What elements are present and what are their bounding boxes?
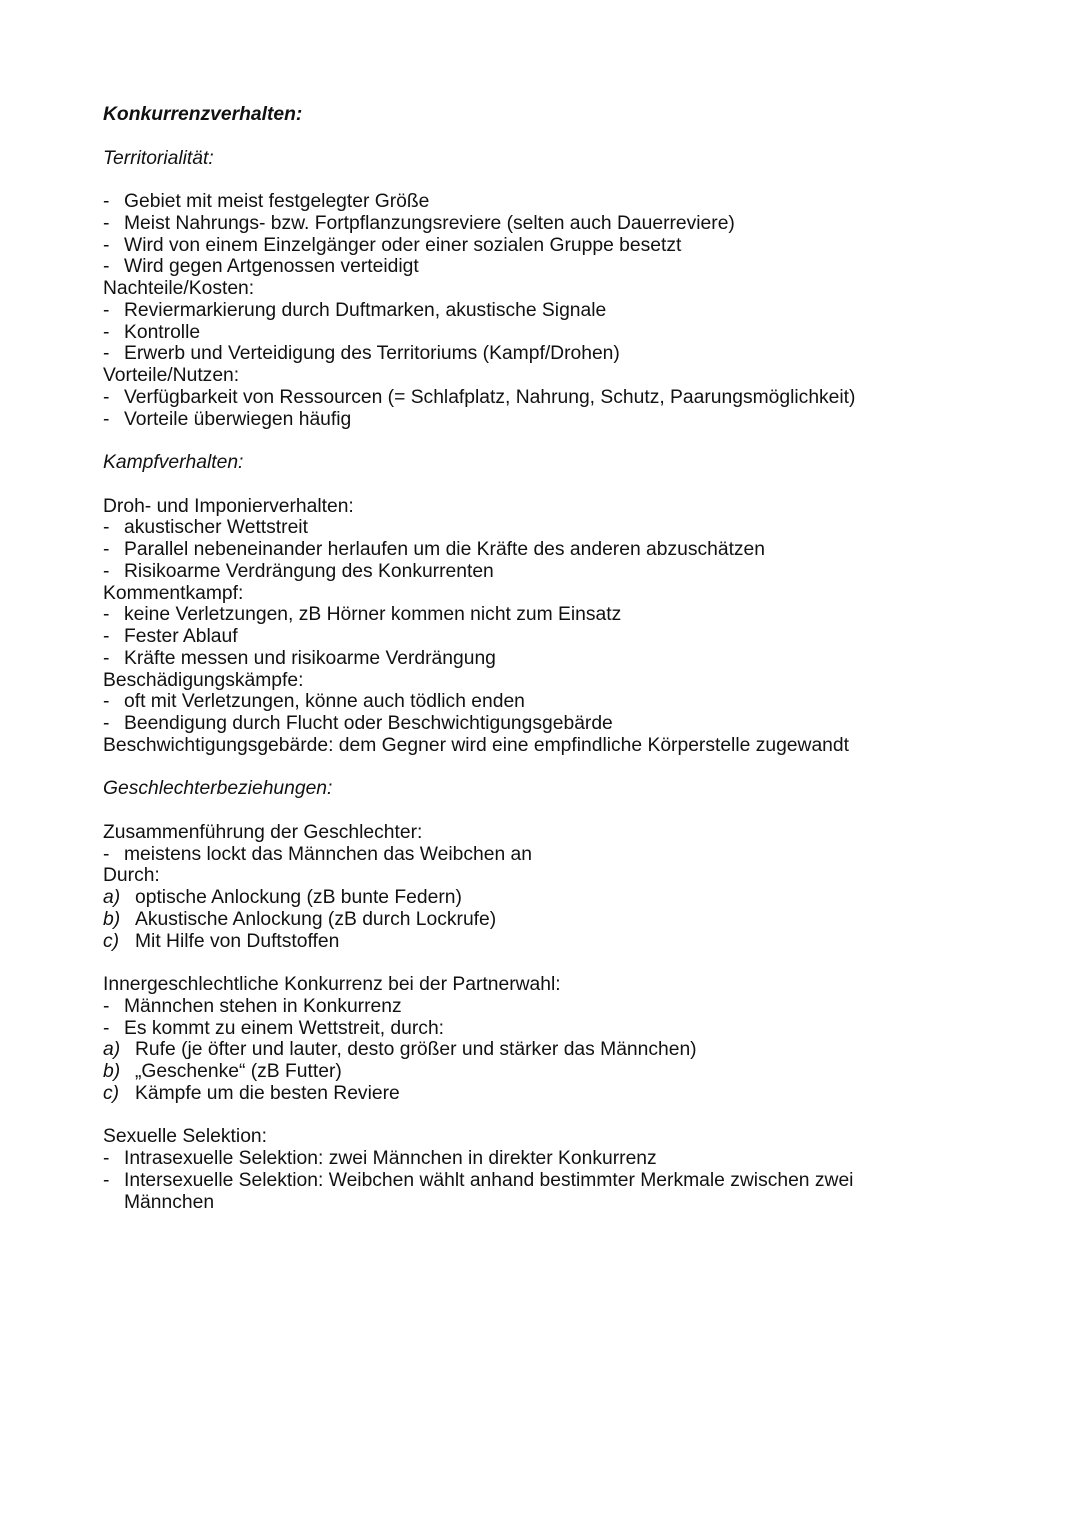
list-item-text: Wird gegen Artgenossen verteidigt	[124, 256, 419, 278]
bullet-dash: -	[103, 343, 110, 365]
list-item	[103, 256, 983, 278]
bullet-dash: -	[103, 843, 110, 865]
list-item-text: Kontrolle	[124, 321, 201, 343]
blank-line	[103, 474, 983, 496]
bullet-dash: -	[103, 1148, 110, 1169]
blank-line	[103, 800, 983, 822]
bullet-dash: -	[103, 234, 110, 256]
bullet-dash: -	[103, 691, 110, 713]
list-item-text: Risikoarme Verdrängung des Konkurrenten	[124, 560, 494, 582]
bullet-dash: -	[103, 647, 110, 669]
list-item-text: Reviermarkierung durch Duftmarken, akustische Signale	[124, 299, 607, 321]
list-item-text: Erwerb und Verteidigung des Territoriums (Kampf/Drohen)	[124, 343, 620, 365]
list-item	[103, 1148, 983, 1170]
text-line: Innergeschlechtliche Konkurrenz bei der Partnerwahl:	[103, 974, 561, 995]
text-line: Durch:	[103, 865, 160, 887]
bullet-dash: -	[103, 604, 110, 626]
bullet-dash: -	[103, 626, 110, 647]
bullet-dash: -	[103, 1017, 110, 1039]
blank-line	[103, 952, 983, 974]
bullet-dash: -	[103, 560, 110, 582]
section-heading: Geschlechterbeziehungen:	[103, 778, 333, 800]
list-item-text: Gebiet mit meist festgelegter Größe	[124, 191, 430, 212]
bullet-dash: -	[103, 539, 110, 560]
list-item	[103, 191, 983, 213]
list-item-text: Vorteile überwiegen häufig	[124, 408, 352, 430]
list-item	[103, 996, 983, 1018]
list-item-text: Kämpfe um die besten Reviere	[135, 1082, 400, 1104]
bullet-dash: -	[103, 212, 110, 234]
list-item-text: Beendigung durch Flucht oder Beschwichtigungsgebärde	[124, 713, 613, 734]
list-item	[103, 517, 983, 539]
list-letter: c)	[103, 1082, 120, 1104]
list-item-text: Intrasexuelle Selektion: zwei Männchen in direkter Konkurrenz	[124, 1148, 657, 1169]
list-item-text: Parallel nebeneinander herlaufen um die Kräfte des anderen abzuschätzen	[124, 539, 766, 560]
bullet-dash: -	[103, 995, 110, 1017]
bullet-dash: -	[103, 299, 110, 321]
text-line: Beschädigungskämpfe:	[103, 669, 304, 691]
section-heading: Territorialität:	[103, 147, 214, 169]
list-letter: b)	[103, 1061, 121, 1082]
list-item	[103, 343, 983, 365]
blank-line	[103, 757, 983, 779]
list-item-text: Es kommt zu einem Wettstreit, durch:	[124, 1017, 445, 1039]
list-item-text: Akustische Anlockung (zB durch Lockrufe)	[135, 908, 497, 930]
bullet-dash: -	[103, 713, 110, 734]
list-item-text: Männchen	[124, 1191, 215, 1213]
list-item	[103, 1061, 983, 1083]
list-item-text: „Geschenke“ (zB Futter)	[135, 1061, 342, 1082]
list-item	[103, 213, 983, 235]
list-item-text: Kräfte messen und risikoarme Verdrängung	[124, 647, 496, 669]
list-item	[103, 844, 983, 866]
list-item	[103, 539, 983, 561]
list-item	[103, 626, 983, 648]
list-item-text: Meist Nahrungs- bzw. Fortpflanzungsreviere (selten auch Dauerreviere)	[124, 212, 735, 234]
blank-line	[103, 126, 983, 148]
list-item	[103, 300, 983, 322]
list-item-continuation	[103, 1192, 983, 1214]
blank-line	[103, 169, 983, 191]
text-line: Nachteile/Kosten:	[103, 278, 255, 299]
list-letter: a)	[103, 1039, 121, 1061]
document-page	[103, 104, 983, 1213]
list-item-text: Rufe (je öfter und lauter, desto größer und stärker das Männchen)	[135, 1039, 697, 1061]
list-item-text: Wird von einem Einzelgänger oder einer sozialen Gruppe besetzt	[124, 234, 682, 256]
blank-line	[103, 1105, 983, 1127]
list-item	[103, 713, 983, 735]
list-item	[103, 604, 983, 626]
list-item-text: optische Anlockung (zB bunte Federn)	[135, 887, 462, 908]
list-item	[103, 931, 983, 953]
list-item	[103, 648, 983, 670]
section-heading: Kampfverhalten:	[103, 452, 244, 473]
blank-line	[103, 430, 983, 452]
list-item-text: akustischer Wettstreit	[124, 517, 308, 539]
bullet-dash: -	[103, 408, 110, 430]
list-item	[103, 691, 983, 713]
list-letter: a)	[103, 887, 121, 908]
list-item	[103, 1018, 983, 1040]
list-item-text: Intersexuelle Selektion: Weibchen wählt anhand bestimmter Merkmale zwischen zwei	[124, 1169, 854, 1191]
list-item-text: Mit Hilfe von Duftstoffen	[135, 930, 340, 952]
text-line: Zusammenführung der Geschlechter:	[103, 821, 423, 843]
list-item	[103, 387, 983, 409]
list-item	[103, 409, 983, 431]
text-line: Kommentkampf:	[103, 582, 244, 604]
list-item-text: oft mit Verletzungen, könne auch tödlich enden	[124, 691, 525, 713]
list-item	[103, 1170, 983, 1192]
bullet-dash: -	[103, 256, 110, 278]
list-item	[103, 561, 983, 583]
text-line: Droh- und Imponierverhalten:	[103, 495, 354, 517]
list-letter: b)	[103, 908, 121, 930]
list-item	[103, 322, 983, 344]
bullet-dash: -	[103, 1169, 110, 1191]
bullet-dash: -	[103, 191, 110, 212]
list-letter: c)	[103, 930, 120, 952]
text-line: Sexuelle Selektion:	[103, 1126, 267, 1148]
list-item	[103, 1083, 983, 1105]
list-item-text: Fester Ablauf	[124, 626, 238, 647]
page-title: Konkurrenzverhalten:	[103, 104, 303, 125]
list-item	[103, 887, 983, 909]
bullet-dash: -	[103, 321, 110, 343]
list-item-text: meistens lockt das Männchen das Weibchen an	[124, 843, 532, 865]
list-item	[103, 235, 983, 257]
list-item	[103, 909, 983, 931]
list-item	[103, 1039, 983, 1061]
list-item-text: keine Verletzungen, zB Hörner kommen nicht zum Einsatz	[124, 604, 622, 626]
list-item-text: Männchen stehen in Konkurrenz	[124, 995, 402, 1017]
text-line: Beschwichtigungsgebärde: dem Gegner wird eine empfindliche Körperstelle zugewandt	[103, 734, 849, 756]
bullet-dash: -	[103, 517, 110, 539]
list-item-text: Verfügbarkeit von Ressourcen (= Schlafplatz, Nahrung, Schutz, Paarungsmöglichkeit)	[124, 386, 856, 408]
text-line: Vorteile/Nutzen:	[103, 365, 240, 386]
bullet-dash: -	[103, 386, 110, 408]
